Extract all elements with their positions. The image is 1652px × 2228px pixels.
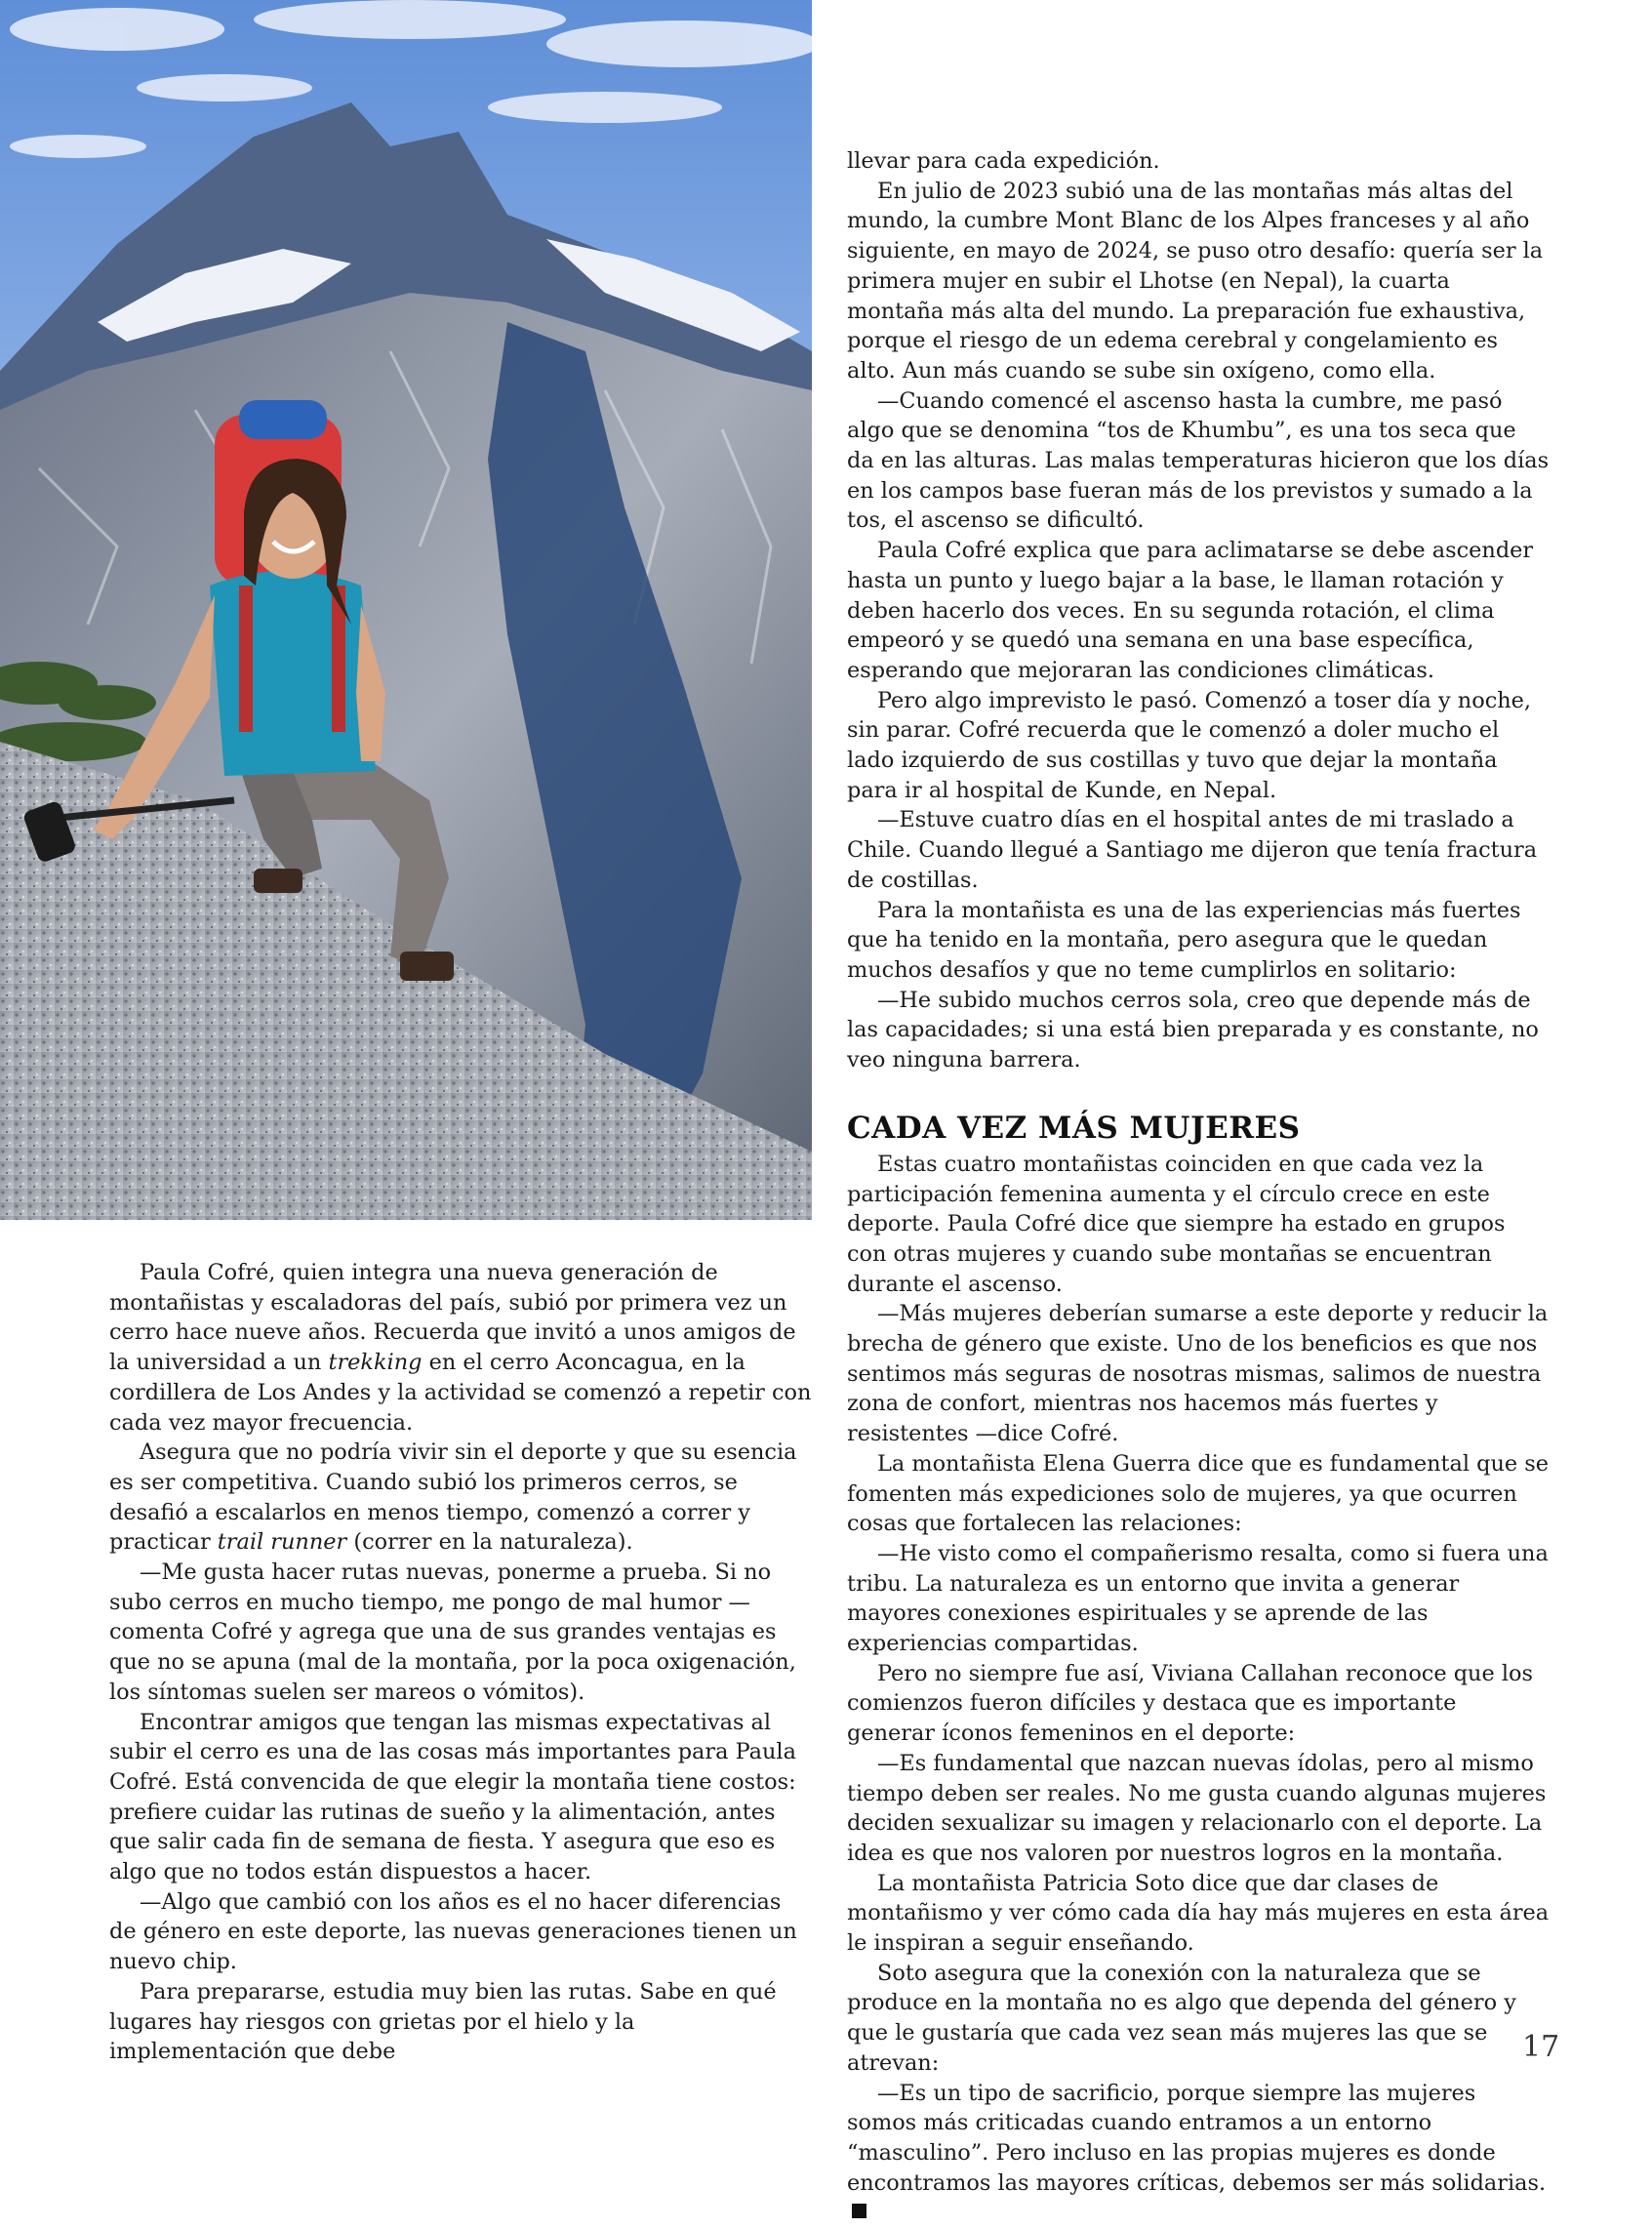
paragraph: —Estuve cuatro días en el hospital antes de mi traslado a Chile. Cuando llegué a Santiago me dijeron que tenía fractura de costillas. (847, 807, 1538, 893)
end-mark-icon (852, 2204, 866, 2218)
paragraph: En julio de 2023 subió una de las montañas más altas del mundo, la cumbre Mont Blanc de los Alpes franceses y al año siguiente, en mayo de 2024, se puso otro desafío: quería ser la primera mujer en subir el Lhotse (en Nepal), la cuarta montaña más alta del mundo. La preparación fue exhaustiva, porque el riesgo de un edema cerebral y congelamiento es alto. Aun más cuando se sube sin oxígeno, como ella. (847, 178, 1544, 384)
paragraph: —Cuando comencé el ascenso hasta la cumbre, me pasó algo que se denomina “tos de Khumbu”, es una tos seca que da en las alturas. Las malas temperaturas hicieron que los días en los campos base fueran más de los previstos y sumado a la tos, el ascenso se dificultó. (847, 387, 1550, 534)
paragraph: Pero algo imprevisto le pasó. Comenzó a toser día y noche, sin parar. Cofré recuerda que le comenzó a doler mucho el lado izquierdo de sus costillas y tuvo que dejar la montaña para ir al hospital de Kunde, en Nepal. (847, 687, 1532, 803)
paragraph: Paula Cofré explica que para aclimatarse se debe ascender hasta un punto y luego bajar a la base, le llaman rotación y deben hacerlo dos veces. En su segunda rotación, el clima empeoró y se quedó una semana en una base específica, esperando que mejoraran las condiciones climáticas. (847, 538, 1534, 683)
paragraph: —He subido muchos cerros sola, creo que depende más de las capacidades; si una está bien preparada y es constante, no veo ninguna barrera. (847, 987, 1539, 1073)
paragraph: Para la montañista es una de las experiencias más fuertes que ha tenido en la montaña, pero asegura que le quedan muchos desafíos y que no teme cumplirlos en solitario: (847, 897, 1521, 983)
mountain-climber-photo (0, 0, 812, 1220)
paragraph: —Es fundamental que nazcan nuevas ídolas, pero al mismo tiempo deben ser reales. No me gusta cuando algunas mujeres deciden sexualizar su imagen y relacionarlo con el deporte. La idea es que nos valoren por nuestros logros en la montaña. (847, 1750, 1547, 1866)
paragraph: Soto asegura que la conexión con la naturaleza que se produce en la montaña no es algo que dependa del género y que le gustaría que cada vez sean más mujeres las que se atrevan: (847, 1960, 1516, 2076)
paragraph: —He visto como el compañerismo resalta, como si fuera una tribu. La naturaleza es un entorno que invita a generar mayores conexiones espirituales y se aprende de las experiencias compartidas. (847, 1540, 1549, 1657)
paragraph: Para prepararse, estudia muy bien las rutas. Sabe en qué lugares hay riesgos con grietas por el hielo y la implementación que debe (109, 1978, 777, 2065)
article-column-right (847, 146, 1550, 2228)
paragraph: Pero no siempre fue así, Viviana Callahan reconoce que los comienzos fueron difíciles y destaca que es importante generar íconos femeninos en el deporte: (847, 1660, 1533, 1747)
paragraph: —Me gusta hacer rutas nuevas, ponerme a prueba. Si no subo cerros en mucho tiempo, me pongo de mal humor —comenta Cofré y agrega que una de sus grandes ventajas es que no se apuna (mal de la montaña, por la poca oxigenación, los síntomas suelen ser mareos o vómitos). (109, 1560, 796, 1705)
paragraph: Encontrar amigos que tengan las mismas expectativas al subir el cerro es una de las cosas más importantes para Paula Cofré. Está convencida de que elegir la montaña tiene costos: prefiere cuidar las rutinas de sueño y la alimentación, antes que salir cada fin de semana de fiesta. Y asegura que eso es algo que no todos están dispuestos a hacer. (109, 1709, 796, 1885)
paragraph: —Más mujeres deberían sumarse a este deporte y reducir la brecha de género que existe. Uno de los beneficios es que nos sentimos más seguras de nosotras mismas, salimos de nuestra zona de confort, mientras nos hacemos más fuertes y resistentes —dice Cofré. (847, 1301, 1549, 1447)
paragraph: Paula Cofré, quien integra una nueva generación de montañistas y escaladoras del país, subió por primera vez un cerro hace nueve años. Recuerda que invitó a unos amigos de la universidad a un trekking en el cerro Aconcagua, en la cordillera de Los Andes y la actividad se comenzó a repetir con cada vez mayor frecuencia. (109, 1260, 812, 1436)
paragraph-final: —Es un tipo de sacrificio, porque siempre las mujeres somos más criticadas cuando entramos a un entorno “masculino”. Pero incluso en las propias mujeres es donde encontramos las mayores críticas, debemos ser más solidarias. (847, 2079, 1550, 2228)
paragraph: La montañista Elena Guerra dice que es fundamental que se fomenten más expediciones solo de mujeres, ya que ocurren cosas que fortalecen las relaciones: (847, 1450, 1550, 1537)
paragraph: La montañista Patricia Soto dice que dar clases de montañismo y ver cómo cada día hay más mujeres en esta área le inspiran a seguir enseñando. (847, 1870, 1550, 1957)
page-number: 17 (1522, 2030, 1560, 2064)
paragraph: Estas cuatro montañistas coinciden en que cada vez la participación femenina aumenta y el círculo crece en este deporte. Paula Cofré dice que siempre ha estado en grupos con otras mujeres y cuando sube montañas se encuentran durante el ascenso. (847, 1151, 1506, 1297)
paragraph: —Algo que cambió con los años es el no hacer diferencias de género en este deporte, las nuevas generaciones tienen un nuevo chip. (109, 1888, 797, 1975)
article-photo (0, 0, 812, 1220)
section-heading: CADA VEZ MÁS MUJERES (847, 1110, 1301, 1146)
article-column-left (109, 1258, 812, 2067)
paragraph-continuation: llevar para cada expedición. (847, 148, 1160, 174)
paragraph: Asegura que no podría vivir sin el deporte y que su esencia es ser competitiva. Cuando subió los primeros cerros, se desafió a escalarlos en menos tiempo, comenzó a correr y practicar trail runner (correr en la naturaleza). (109, 1439, 797, 1556)
